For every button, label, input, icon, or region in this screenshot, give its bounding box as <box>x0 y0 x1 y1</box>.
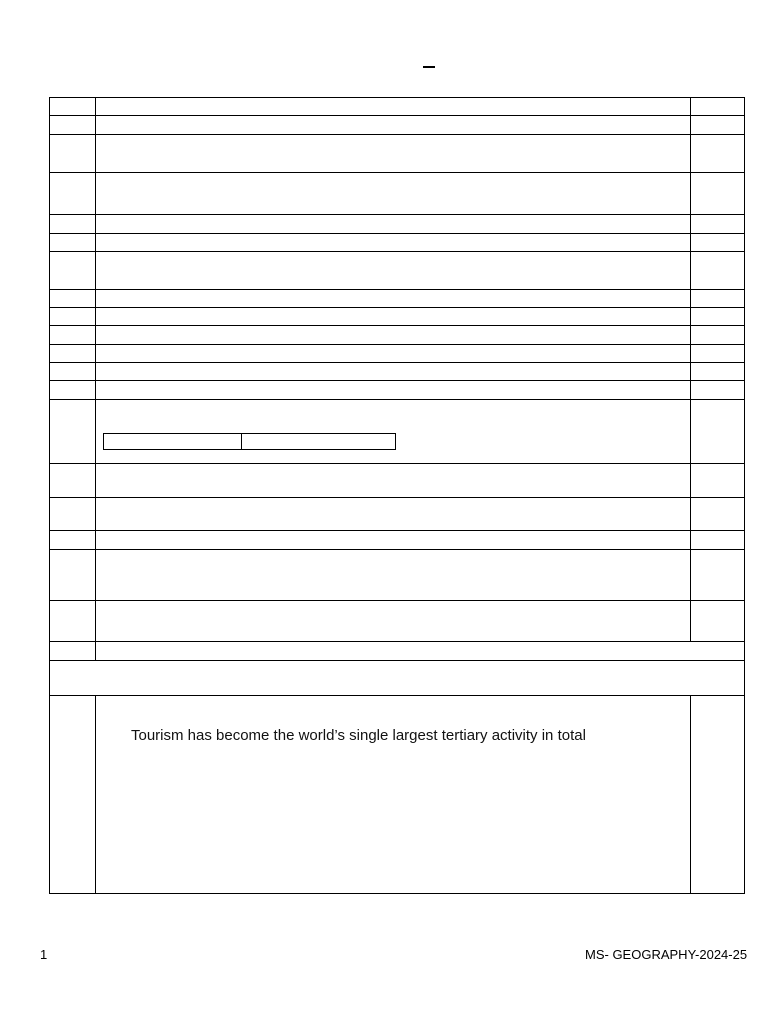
table-row-border <box>49 695 745 696</box>
page-number: 1 <box>40 947 48 962</box>
table-row-border <box>49 172 745 173</box>
table-row-border <box>49 399 745 400</box>
table-row-border <box>49 134 745 135</box>
answer-text: Tourism has become the world’s single largest tertiary activity in total <box>131 727 586 744</box>
table-row-border <box>49 362 745 363</box>
table-row-border <box>49 97 745 98</box>
table-row-border <box>49 214 745 215</box>
table-column-divider <box>95 695 96 893</box>
table-row-border <box>49 233 745 234</box>
table-column-divider <box>690 695 691 893</box>
table-row-border <box>49 549 745 550</box>
table-row-border <box>49 344 745 345</box>
document-code: MS- GEOGRAPHY-2024-25 <box>585 947 748 962</box>
inner-match-table <box>103 433 396 450</box>
table-row-border <box>49 115 745 116</box>
table-row-border <box>49 251 745 252</box>
table-row-border <box>49 307 745 308</box>
table-row-border <box>49 325 745 326</box>
table-row-border <box>49 530 745 531</box>
table-row-border <box>49 380 745 381</box>
marking-scheme-table <box>49 97 745 893</box>
table-row-border <box>49 497 745 498</box>
table-column-divider <box>95 97 96 660</box>
table-left-border <box>49 97 50 893</box>
table-row-border <box>49 641 745 642</box>
inner-table-divider <box>241 434 242 449</box>
table-row-border <box>49 463 745 464</box>
table-right-border <box>744 97 745 893</box>
table-row-border <box>49 600 745 601</box>
table-row-border <box>49 289 745 290</box>
table-column-divider <box>690 97 691 641</box>
table-row-border <box>49 660 745 661</box>
table-row-border <box>49 893 745 894</box>
title-dash <box>423 66 435 68</box>
